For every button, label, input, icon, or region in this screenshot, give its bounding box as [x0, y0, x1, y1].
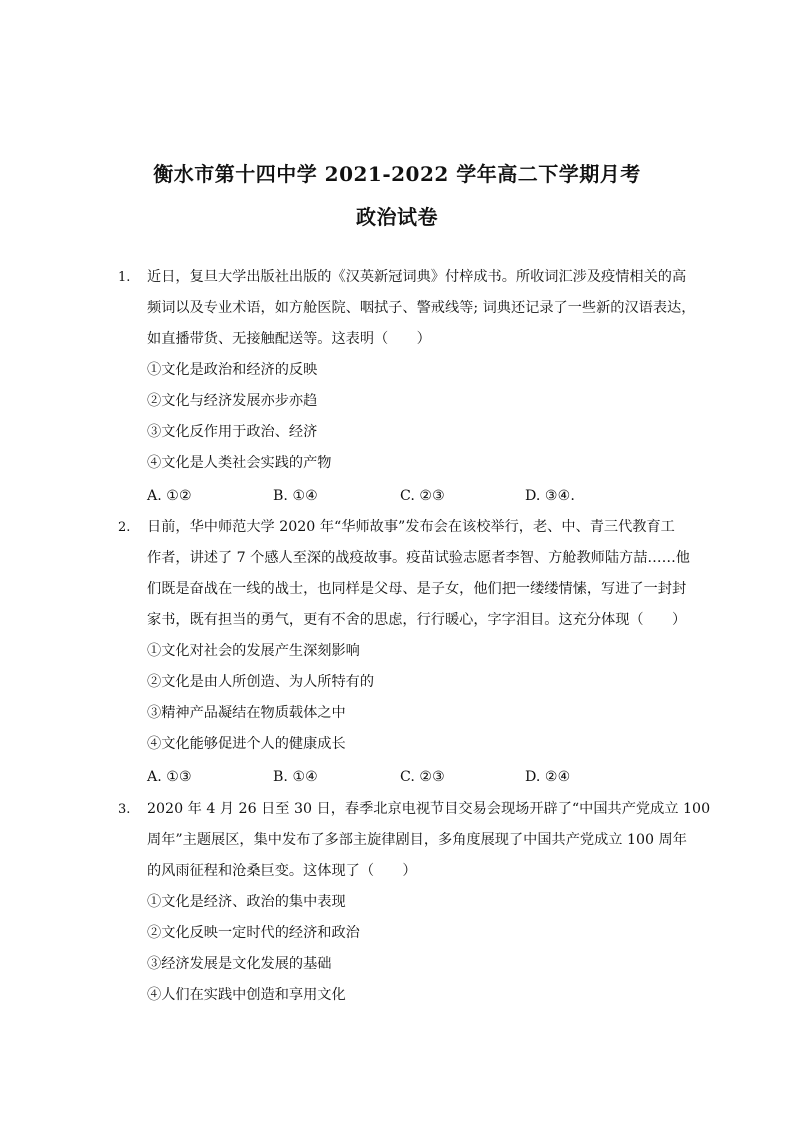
question-number: 3. [118, 802, 131, 817]
choice-c: C. ②③ [400, 488, 445, 504]
statement-option: ④人们在实践中创造和享用文化 [147, 987, 346, 1003]
choice-d: D. ③④. [525, 488, 575, 504]
statement-option: ①文化是政治和经济的反映 [147, 362, 318, 378]
statement-option: ②文化反映一定时代的经济和政治 [147, 925, 360, 941]
statement-option: ①文化对社会的发展产生深刻影响 [147, 643, 360, 659]
stem-line: 频词以及专业术语，如方舱医院、咽拭子、警戒线等; 词典还记录了一些新的汉语表达， [147, 300, 696, 316]
stem-line: 的风雨征程和沧桑巨变。这体现了（ ） [147, 863, 417, 879]
statement-option: ④文化是人类社会实践的产物 [147, 455, 332, 471]
stem-line: 近日，复旦大学出版社出版的《汉英新冠词典》付梓成书。所收词汇涉及疫情相关的高 [147, 269, 687, 285]
choice-c: C. ②③ [400, 769, 445, 785]
stem-line: 家书，既有担当的勇气，更有不舍的思虑，行行暖心，字字泪目。这充分体现（ ） [147, 612, 687, 628]
question-number: 1. [118, 270, 131, 285]
choice-b: B. ①④ [273, 488, 318, 504]
question-stem [147, 794, 711, 887]
statement-option: ④文化能够促进个人的健康成长 [147, 736, 346, 752]
choice-b: B. ①④ [273, 769, 318, 785]
exam-title: 衡水市第十四中学 2021-2022 学年高二下学期月考 [153, 162, 641, 186]
choice-a: A. ①③ [147, 769, 192, 785]
question-stem [147, 512, 690, 636]
question-number: 2. [118, 520, 131, 535]
stem-line: 2020 年 4 月 26 日至 30 日，春季北京电视节目交易会现场开辟了“中国共产党成立 100 [147, 801, 711, 817]
statement-option: ③经济发展是文化发展的基础 [147, 956, 332, 972]
statement-option: ③精神产品凝结在物质载体之中 [147, 705, 346, 721]
stem-line: 如直播带货、无接触配送等。这表明（ ） [147, 331, 431, 347]
stem-line: 作者，讲述了 7 个感人至深的战疫故事。疫苗试验志愿者李智、方舱教师陆方喆……他 [147, 550, 690, 566]
choice-a: A. ①② [147, 488, 192, 504]
statement-option: ②文化与经济发展亦步亦趋 [147, 393, 318, 409]
stem-line: 周年”主题展区，集中发布了多部主旋律剧目，多角度展现了中国共产党成立 100 周年 [147, 832, 687, 848]
stem-line: 日前，华中师范大学 2020 年“华师故事”发布会在该校举行，老、中、青三代教育工 [147, 519, 675, 535]
statement-option: ③文化反作用于政治、经济 [147, 424, 318, 440]
choice-d: D. ②④ [525, 769, 571, 785]
statement-option: ②文化是由人所创造、为人所特有的 [147, 674, 375, 690]
question-stem [147, 262, 696, 355]
exam-subtitle: 政治试卷 [356, 205, 438, 229]
stem-line: 们既是奋战在一线的战士，也同样是父母、是子女，他们把一缕缕情愫，写进了一封封 [147, 581, 687, 597]
statement-option: ①文化是经济、政治的集中表现 [147, 894, 346, 910]
